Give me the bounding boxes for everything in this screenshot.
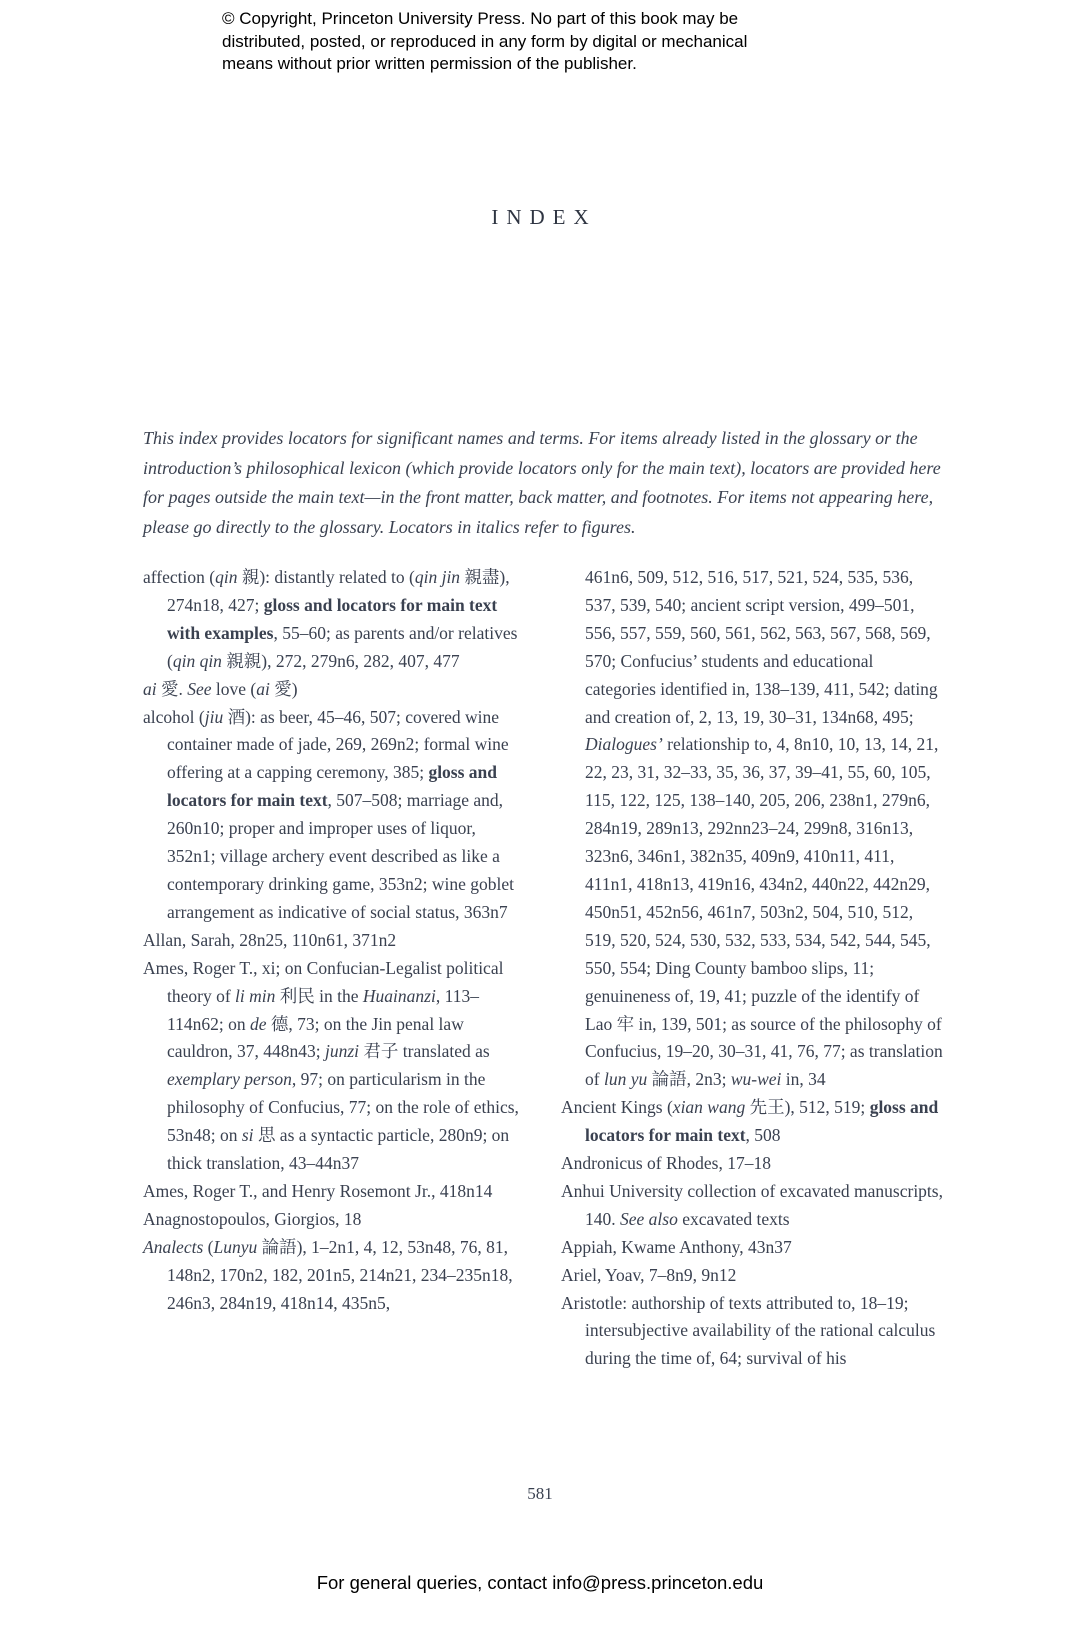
index-entry: Appiah, Kwame Anthony, 43n37	[561, 1236, 792, 1257]
index-entry: affection (qin 親): distantly related to (qin jin 親盡), 274n18, 427; gloss and locators for main text with examples, 55–60; as parents and/or relatives (qin qin 親親), 272, 279n6, 282, 407, 477	[143, 567, 518, 671]
index-column-left	[143, 564, 528, 1373]
page-number: 581	[527, 1484, 553, 1503]
index-entry: Analects (Lunyu 論語), 1–2n1, 4, 12, 53n48, 76, 81, 148n2, 170n2, 182, 201n5, 214n21, 234–235n18, 246n3, 284n19, 418n14, 435n5,	[143, 1236, 513, 1313]
index-entry: alcohol (jiu 酒): as beer, 45–46, 507; covered wine container made of jade, 269, 269n2; formal wine offering at a capping ceremony, 385; gloss and locators for main text, 507–508; marriage and, 260n10; proper and improper uses of liquor, 352n1; village archery event described as like a contemporary drinking game, 353n2; wine goblet arrangement as indicative of social status, 363n7	[143, 706, 515, 922]
index-entry: Anhui University collection of excavated manuscripts, 140. See also excavated texts	[561, 1180, 943, 1229]
index-entry: Andronicus of Rhodes, 17–18	[561, 1153, 771, 1174]
index-entry: Ames, Roger T., and Henry Rosemont Jr., 418n14	[143, 1180, 493, 1201]
copyright-line: means without prior written permission of the publisher.	[222, 54, 637, 73]
index-intro-paragraph: This index provides locators for significant names and terms. For items already listed in the glossary or the introduction’s philosophical lexicon (which provide locators only for the main text), locators are provided here for pages outside the main text—in the front matter, back matter, and footnotes. For items not appearing here, please go directly to the glossary. Locators in italics refer to figures.	[143, 428, 941, 537]
copyright-line: distributed, posted, or reproduced in any form by digital or mechanical	[222, 31, 748, 51]
page-title: INDEX	[491, 205, 597, 229]
index-columns	[143, 564, 946, 1373]
index-entry: Anagnostopoulos, Giorgios, 18	[143, 1208, 362, 1229]
index-entry: 461n6, 509, 512, 516, 517, 521, 524, 535, 536, 537, 539, 540; ancient script version, 499–501, 556, 557, 559, 560, 561, 562, 563, 567, 568, 569, 570; Confucius’ students and educational categories identified in, 138–139, 411, 542; dating and creation of, 2, 13, 19, 30–31, 134n68, 495; Dialogues’ relationship to, 4, 8n10, 10, 13, 14, 21, 22, 23, 31, 32–33, 35, 36, 37, 39–41, 55, 60, 105, 115, 122, 125, 138–140, 205, 206, 238n1, 279n6, 284n19, 289n13, 292nn23–24, 299n8, 316n13, 323n6, 346n1, 382n35, 409n9, 410n11, 411, 411n1, 418n13, 419n16, 434n2, 440n22, 442n29, 450n51, 452n56, 461n7, 503n2, 504, 510, 512, 519, 520, 524, 530, 532, 533, 534, 542, 544, 545, 550, 554; Ding County bamboo slips, 11; genuineness of, 19, 41; puzzle of the identify of Lao 牢 in, 139, 501; as source of the philosophy of Confucius, 19–20, 30–31, 41, 76, 77; as translation of lun yu 論語, 2n3; wu-wei in, 34	[585, 567, 943, 1090]
index-entry: Aristotle: authorship of texts attributed to, 18–19; intersubjective availability of the rational calculus during the time of, 64; survival of his	[561, 1292, 936, 1369]
index-entry: Ancient Kings (xian wang 先王), 512, 519; gloss and locators for main text, 508	[561, 1097, 939, 1146]
index-entry: Ames, Roger T., xi; on Confucian-Legalist political theory of li min 利民 in the Huainanzi, 113–114n62; on de 德, 73; on the Jin penal law cauldron, 37, 448n43; junzi 君子 translated as exemplary person, 97; on particularism in the philosophy of Confucius, 77; on the role of ethics, 53n48; on si 思 as a syntactic particle, 280n9; on thick translation, 43–44n37	[143, 957, 519, 1174]
index-entry: Ariel, Yoav, 7–8n9, 9n12	[561, 1264, 737, 1285]
index-entry: Allan, Sarah, 28n25, 110n61, 371n2	[143, 929, 397, 950]
index-column-right	[561, 564, 946, 1373]
copyright-notice	[222, 8, 842, 76]
footer-contact: For general queries, contact info@press.princeton.edu	[316, 1572, 764, 1593]
index-entry: ai 愛. See love (ai 愛)	[143, 678, 298, 699]
copyright-line: © Copyright, Princeton University Press. No part of this book may be	[222, 9, 739, 28]
